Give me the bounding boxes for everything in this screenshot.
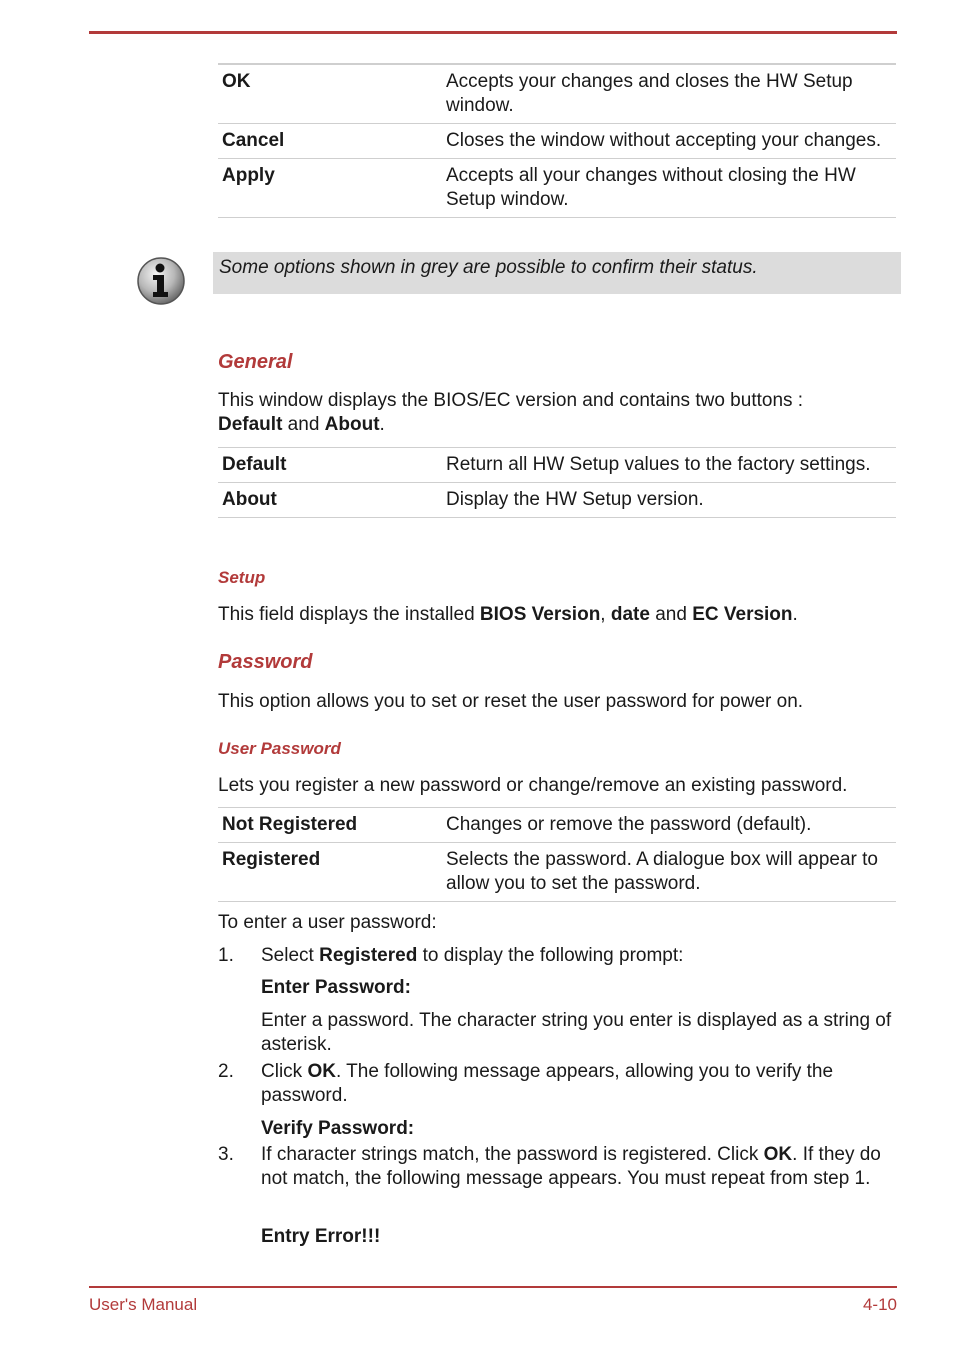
option-desc: Closes the window without accepting your changes.: [442, 124, 896, 159]
note-box: [213, 252, 901, 294]
general-table: [218, 447, 896, 518]
prompt-enter-password: Enter Password:: [261, 977, 411, 998]
setup-end: .: [792, 604, 798, 625]
option-desc: Selects the password. A dialogue box will appear to allow you to set the password.: [442, 843, 896, 902]
step-text: Select: [261, 945, 320, 966]
info-icon: [136, 256, 186, 306]
note-text: Some options shown in grey are possible to confirm their status.: [219, 257, 758, 278]
step-text: If character strings match, the password is registered. Click: [261, 1144, 764, 1165]
step-1: [261, 944, 897, 968]
option-desc: Return all HW Setup values to the factory settings.: [442, 448, 896, 483]
prompt-verify-password: Verify Password:: [261, 1118, 415, 1139]
step-text: . If they do not match, the following message appears. You must repeat from step 1.: [261, 1144, 881, 1189]
step-3: [261, 1143, 897, 1191]
user-password-text: Lets you register a new password or change/remove an existing password.: [218, 775, 848, 796]
option-desc: Display the HW Setup version.: [442, 483, 896, 518]
section-heading-general: General: [218, 351, 293, 373]
step-text: to display the following prompt:: [417, 945, 684, 966]
step-bold: OK: [307, 1061, 336, 1082]
option-desc: Accepts your changes and closes the HW Setup window.: [442, 64, 896, 124]
option-desc: Changes or remove the password (default).: [442, 808, 896, 843]
general-intro: [218, 389, 896, 437]
step-text: . The following message appears, allowing you to verify the password.: [261, 1061, 834, 1106]
setup-bold-bios: BIOS Version: [479, 604, 601, 625]
option-key: OK: [218, 64, 442, 124]
option-key: Default: [218, 448, 442, 483]
section-heading-user-password: User Password: [218, 739, 341, 758]
intro-and: and: [282, 414, 325, 435]
table-row: [218, 159, 896, 218]
option-key: Not Registered: [218, 808, 442, 843]
footer-rule: [89, 1286, 897, 1288]
step-number: 3.: [218, 1144, 234, 1165]
table-row: [218, 448, 896, 483]
footer-manual-title: User's Manual: [89, 1295, 198, 1314]
prompt-entry-error: Entry Error!!!: [261, 1226, 381, 1247]
option-key: Apply: [218, 159, 442, 218]
intro-bold-default: Default: [218, 414, 283, 435]
table-row: [218, 808, 896, 843]
step-bold: Registered: [319, 945, 418, 966]
password-text: This option allows you to set or reset the user password for power on.: [218, 691, 804, 712]
intro-bold-about: About: [324, 414, 380, 435]
section-heading-password: Password: [218, 651, 313, 673]
header-rule: [89, 31, 897, 34]
step-2: [261, 1060, 897, 1108]
setup-bold-ec: EC Version: [692, 604, 793, 625]
intro-text: This window displays the BIOS/EC version and contains two buttons :: [218, 390, 804, 411]
options-table: [218, 63, 896, 218]
to-enter-text: To enter a user password:: [218, 912, 437, 933]
setup-sep: ,: [600, 604, 611, 625]
step-1-detail: Enter a password. The character string you enter is displayed as a string of asterisk.: [261, 1010, 892, 1055]
setup-bold-date: date: [610, 604, 650, 625]
option-key: Registered: [218, 843, 442, 902]
table-row: [218, 483, 896, 518]
section-heading-setup: Setup: [218, 568, 266, 587]
step-number: 2.: [218, 1061, 234, 1082]
table-row: [218, 64, 896, 124]
setup-text-start: This field displays the installed: [218, 604, 480, 625]
table-row: [218, 124, 896, 159]
step-number: 1.: [218, 945, 234, 966]
option-key: Cancel: [218, 124, 442, 159]
option-desc: Accepts all your changes without closing the HW Setup window.: [442, 159, 896, 218]
option-key: About: [218, 483, 442, 518]
setup-and: and: [649, 604, 693, 625]
step-bold: OK: [763, 1144, 793, 1165]
step-text: Click: [261, 1061, 308, 1082]
page-number: 4-10: [862, 1295, 897, 1314]
table-row: [218, 843, 896, 902]
user-password-table: [218, 807, 896, 902]
intro-end: .: [379, 414, 385, 435]
setup-text: [218, 603, 896, 627]
